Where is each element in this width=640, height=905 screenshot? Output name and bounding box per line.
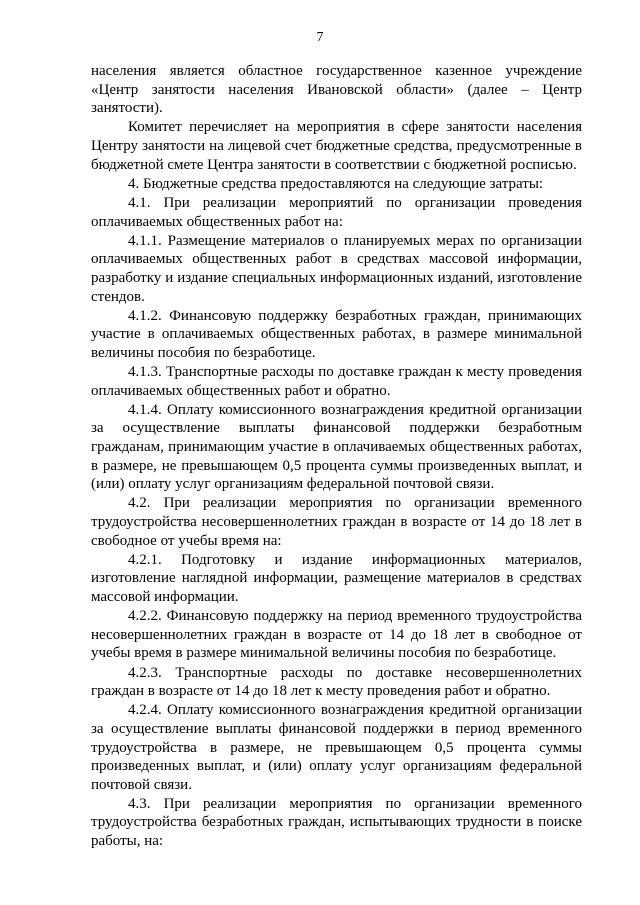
paragraph-4-2: 4.2. При реализации мероприятия по организации временного трудоустройства несовершеннолетних граждан в возрасте от 14 до 18 лет в свободное от учебы время на: (91, 495, 582, 549)
paragraph-4-2-1: 4.2.1. Подготовку и издание информационных материалов, изготовление наглядной информации, размещение материалов в средствах массовой информации. (91, 551, 582, 605)
paragraph-4: 4. Бюджетные средства предоставляются на следующие затраты: (128, 175, 544, 192)
paragraph-4-3: 4.3. При реализации мероприятия по организации временного трудоустройства безработных граждан, испытывающих трудности в поиске работы, на: (91, 795, 582, 850)
page-number: 7 (316, 30, 324, 45)
paragraph-4-1-1: 4.1.1. Размещение материалов о планируемых мерах по организации оплачиваемых общественных работ в средствах массовой информации, разработку и издание специальных информационных изданий, изготовление стендов. (91, 232, 582, 305)
paragraph-4-1-3: 4.1.3. Транспортные расходы по доставке граждан к месту проведения оплачиваемых общественных работ и обратно. (91, 364, 582, 399)
paragraph-committee-transfer: Комитет перечисляет на мероприятия в сфере занятости населения Центру занятости на лицевой счет бюджетные средства, предусмотренные в бюджетной смете Центра занятости в соответствии с бюджетной росписью. (91, 119, 582, 173)
paragraph-4-2-4: 4.2.4. Оплату комиссионного вознаграждения кредитной организации за осуществление выплаты финансовой поддержки в период временного трудоустройства в размере, не превышающем 0,5 процента суммы произведенных выплат, и (или) оплату услуг организациям федеральной почтовой связи. (91, 702, 582, 793)
paragraph-continuation: населения является областное государственное казенное учреждение «Центр занятости населения Ивановской области» (далее – Центр занятости). (91, 63, 582, 117)
paragraph-4-1: 4.1. При реализации мероприятий по организации проведения оплачиваемых общественных работ на: (91, 194, 582, 230)
paragraph-4-2-2: 4.2.2. Финансовую поддержку на период временного трудоустройства несовершеннолетних граждан в возрасте от 14 до 18 лет в свободное от учебы время в размере минимальной величины пособия по безработице. (91, 608, 582, 662)
paragraph-4-1-2: 4.1.2. Финансовую поддержку безработных граждан, принимающих участие в оплачиваемых общественных работах, в размере минимальной величины пособия по безработице. (91, 307, 582, 361)
paragraph-4-1-4: 4.1.4. Оплату комиссионного вознаграждения кредитной организации за осуществление выплаты финансовой поддержки безработным гражданам, принимающим участие в оплачиваемых общественных работах, в размере, не превышающем 0,5 процента суммы произведенных выплат, и (или) оплату услуг организациям федеральной почтовой связи. (91, 401, 582, 493)
document-body (91, 62, 582, 851)
paragraph-4-2-3: 4.2.3. Транспортные расходы по доставке несовершеннолетних граждан в возрасте от 14 до 18 лет к месту проведения работ и обратно. (91, 664, 582, 700)
